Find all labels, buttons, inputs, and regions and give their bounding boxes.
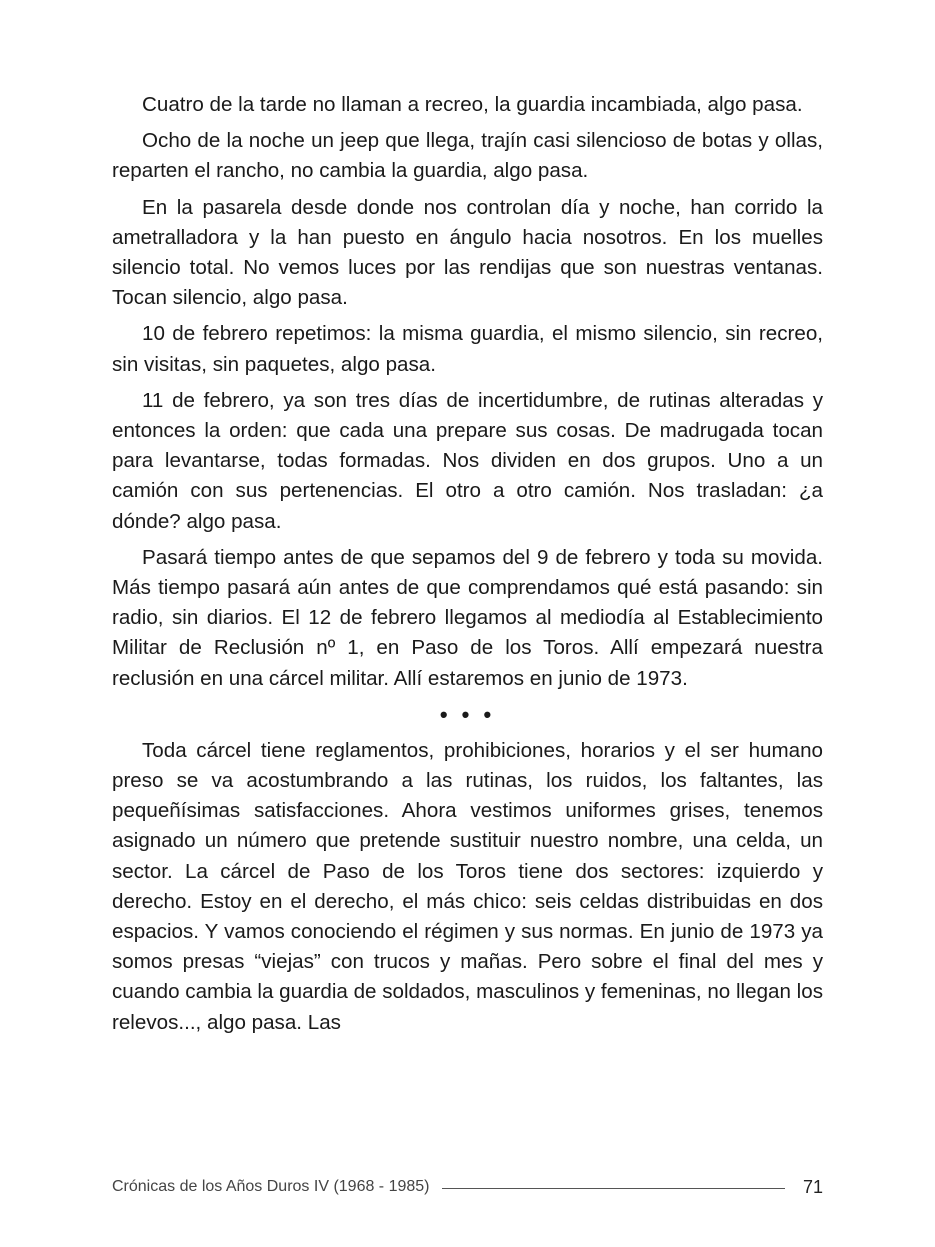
page-number: 71 xyxy=(802,1176,823,1197)
paragraph: Pasará tiempo antes de que sepamos del 9 de febrero y toda su movida. Más tiempo pasará aún antes de que comprendamos qué está pasando: sin radio, sin diarios. El 12 de febrero llegamos al mediodía al Establecimiento Militar de Reclusión nº 1, en Paso de los Toros. Allí empezará nuestra reclusión en una cárcel militar. Allí estaremos en junio de 1973. xyxy=(112,545,823,690)
section-break: • • • xyxy=(439,701,496,727)
footer-divider xyxy=(442,1188,785,1189)
running-footer-title: Crónicas de los Años Duros IV (1968 - 1985) xyxy=(112,1178,430,1195)
paragraph: En la pasarela desde donde nos controlan día y noche, han corrido la ametralladora y la han puesto en ángulo hacia nosotros. En los muelles silencio total. No vemos luces por las rendijas que son nuestras ventanas. Tocan silencio, algo pasa. xyxy=(112,195,823,310)
paragraph: 11 de febrero, ya son tres días de incertidumbre, de rutinas alteradas y entonces la orden: que cada una prepare sus cosas. De madrugada tocan para levantarse, todas formadas. Nos dividen en dos grupos. Uno a un camión con sus pertenencias. El otro a otro camión. Nos trasladan: ¿a dónde? algo pasa. xyxy=(112,388,823,533)
paragraph: 10 de febrero repetimos: la misma guardia, el mismo silencio, sin recreo, sin visitas, sin paquetes, algo pasa. xyxy=(112,322,823,376)
paragraph: Cuatro de la tarde no llaman a recreo, la guardia incambiada, algo pasa. xyxy=(142,93,803,116)
paragraph: Toda cárcel tiene reglamentos, prohibiciones, horarios y el ser humano preso se va acostumbrando a las rutinas, los ruidos, los faltantes, las pequeñísimas satisfacciones. Ahora vestimos uniformes grises, tenemos asignado un número que pretende sustituir nuestro nombre, una celda, un sector. La cárcel de Paso de los Toros tiene dos sectores: izquierdo y derecho. Estoy en el derecho, el más chico: seis celdas distribuidas en dos espacios. Y vamos conociendo el régimen y sus normas. En junio de 1973 ya somos presas “viejas” con trucos y mañas. Pero sobre el final del mes y cuando cambia la guardia de soldados, masculinos y femeninas, no llegan los relevos..., algo pasa. Las xyxy=(112,738,823,1034)
paragraph: Ocho de la noche un jeep que llega, trajín casi silencioso de botas y ollas, reparten el rancho, no cambia la guardia, algo pasa. xyxy=(112,129,823,183)
page-footer xyxy=(112,1175,823,1199)
page-body xyxy=(112,90,823,1044)
